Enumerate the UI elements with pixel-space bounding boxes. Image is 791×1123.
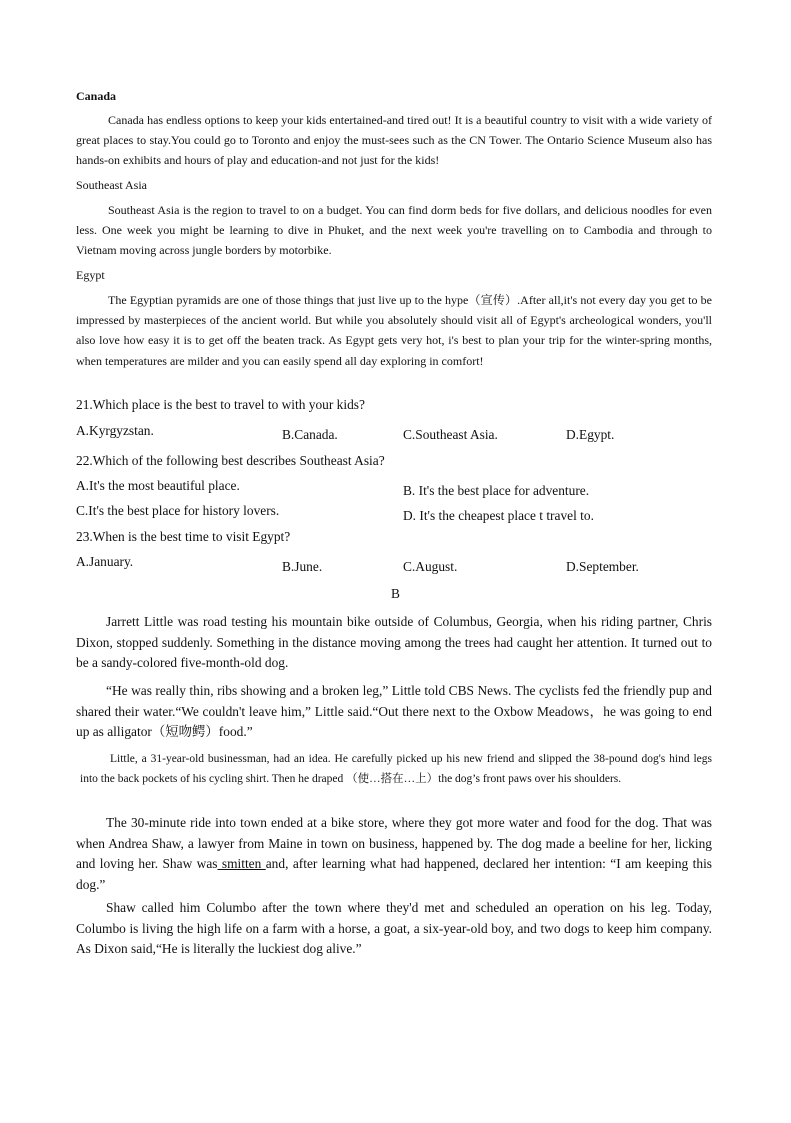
passage-b-paragraph-1: Jarrett Little was road testing his mountain bike outside of Columbus, Georgia, when his riding partner, Chris Dixon, stopped suddenly. Something in the distance moving among the trees had caught her attention. It turned out to be a sandy-colored five-month-old dog. [76, 614, 712, 671]
paragraph-4-text-before: The 30-minute ride into town ended at a bike store, where they got more water and food for the dog. That was when Andrea Shaw, a lawyer from Maine in town on business, happened by. The dog made a beeline for her, licking and loving her. Shaw was [76, 815, 712, 872]
southeast-asia-paragraph: Southeast Asia is the region to travel to on a budget. You can find dorm beds for five dollars, and delicious noodles for even less. One week you might be learning to dive in Phuket, and the next week you're travelling on to Cambodia and through to Vietnam moving across jungle borders by motorbike. [76, 203, 712, 258]
q22-option-c[interactable]: C.It's the best place for history lovers. [76, 503, 280, 518]
passage-b-paragraph-4 [76, 813, 712, 895]
paragraph-4-text-after: and, after learning what had happened, declared her intention: “I am keeping this dog.” [76, 856, 712, 892]
q22-option-d[interactable]: D. It's the cheapest place t travel to. [403, 508, 594, 523]
egypt-heading: Egypt [76, 268, 105, 282]
q23-option-d[interactable]: D.September. [566, 559, 639, 574]
q21-option-c[interactable]: C.Southeast Asia. [403, 427, 498, 442]
q22-option-b[interactable]: B. It's the best place for adventure. [403, 483, 590, 498]
passage-b-paragraph-5: Shaw called him Columbo after the town where they'd met and scheduled an operation on his leg. Today, Columbo is living the high life on a farm with a horse, a goat, a six-year-old boy, and two dogs to keep him company. As Dixon said,“He is literally the luckiest dog alive.” [76, 900, 712, 957]
section-b-label: B [391, 586, 400, 601]
q23-option-a[interactable]: A.January. [76, 554, 134, 569]
question-23-stem: 23.When is the best time to visit Egypt? [76, 529, 291, 544]
q21-option-d[interactable]: D.Egypt. [566, 427, 615, 442]
southeast-asia-heading: Southeast Asia [76, 178, 147, 192]
q21-option-b[interactable]: B.Canada. [282, 427, 338, 442]
canada-heading: Canada [76, 89, 117, 103]
underlined-word-smitten: smitten [217, 856, 266, 872]
q23-option-c[interactable]: C.August. [403, 559, 458, 574]
egypt-paragraph: The Egyptian pyramids are one of those things that just live up to the hype（宣传）.After all,it's not every day you get to be impressed by masterpieces of the ancient world. But while you absolutely should visit all of Egypt's archeological wonders, you'll also love how easy it is to get off the beaten track. As Egypt gets very hot, i's best to plan your trip for the winter-spring months, when temperatures are milder and you can easily spend all day exploring in comfort! [76, 293, 712, 368]
passage-b-paragraph-3: Little, a 31-year-old businessman, had an idea. He carefully picked up his new friend and slipped the 38-pound dog's hind legs into the back pockets of his cycling shirt. Then he draped （使…搭在…上）the dog’s front paws over his shoulders. [80, 753, 712, 785]
q23-option-b[interactable]: B.June. [282, 559, 323, 574]
q21-option-a[interactable]: A.Kyrgyzstan. [76, 423, 154, 438]
canada-paragraph: Canada has endless options to keep your kids entertained-and tired out! It is a beautiful country to visit with a wide variety of great places to stay.You could go to Toronto and enjoy the must-sees such as the CN Tower. The Ontario Science Museum also has hands-on exhibits and hours of play and education-and not just for the kids! [76, 113, 712, 168]
passage-b-paragraph-2: “He was really thin, ribs showing and a broken leg,” Little told CBS News. The cyclists fed the friendly pup and shared their water.“We couldn't leave him,” Little said.“Out there next to the Oxbow Meadows，he was going to end up as alligator（短吻鳄）food.” [76, 683, 712, 740]
question-22-stem: 22.Which of the following best describes Southeast Asia? [76, 453, 385, 468]
question-21-stem: 21.Which place is the best to travel to with your kids? [76, 397, 365, 412]
q22-option-a[interactable]: A.It's the most beautiful place. [76, 478, 240, 493]
